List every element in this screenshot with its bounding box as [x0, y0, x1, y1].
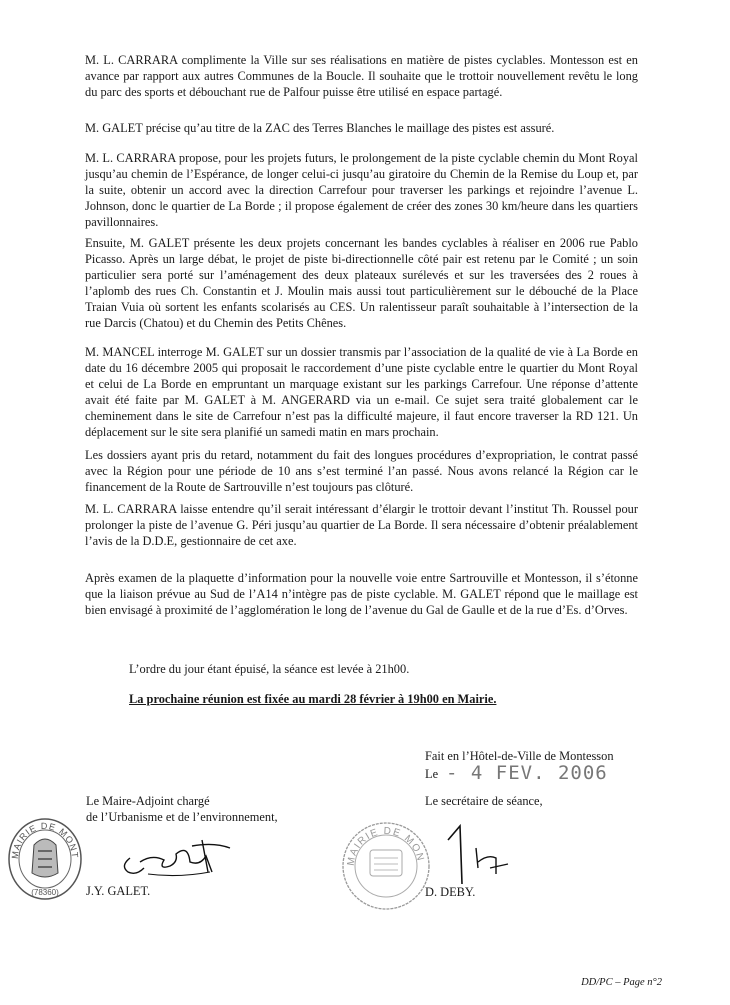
paragraph-a14-link: Après examen de la plaquette d’information pour la nouvelle voie entre Sartrouville et Montesson, il s’étonne que la liaison prévue au Sud de l’A14 n’intègre pas de piste cyclable. M. GALET répond que le maillage est bien envisagé à proximité de l’agglomération le long de l’avenue du Gal de Gaulle et de la rue d’Es. d’Orves. — [85, 571, 638, 617]
seal-text-right: MAIRIE DE MONTESSON — [335, 812, 426, 867]
place-line: Fait en l’Hôtel-de-Ville de Montesson — [425, 749, 614, 763]
seal-text-left: MAIRIE DE MONTESSON — [1, 807, 81, 860]
left-role-line1: Le Maire-Adjoint chargé — [86, 794, 210, 808]
municipal-seal-left — [1, 807, 84, 903]
paragraph-carrara-compliments: M. L. CARRARA complimente la Ville sur ses réalisations en matière de pistes cyclables. Montesson est en avance par rapport aux autres Communes de la Boucle. Il souhaite que le trottoir nouvellement revêtu le long du parc des sports et débouchant rue de Palfour puisse être utilisé en espace partagé. — [85, 53, 638, 99]
municipal-seal-right — [335, 812, 432, 912]
date-stamp: - 4 FEV. 2006 — [446, 762, 608, 784]
paragraph-carrara-sidewalk: M. L. CARRARA laisse entendre qu’il serait intéressant d’élargir le trottoir devant l’institut Th. Roussel pour prolonger la piste de l’avenue G. Péri jusqu’au quartier de La Borde. Il sera nécessaire d’obtenir préalablement l’avis de la D.D.E, gestionnaire de cet axe. — [85, 502, 638, 548]
left-signatory-name: J.Y. GALET. — [86, 884, 151, 898]
paragraph-galet-projects: Ensuite, M. GALET présente les deux projets concernant les bandes cyclables à réaliser en 2006 rue Pablo Picasso. Après un large débat, le projet de piste bi-directionnelle côté pair est retenu par le Comité ; un soin particulier sera porté sur l’aménagement des deux plateaux surélevés et sur les traversées des 2 roues à l’aplomb des rues Ch. Constantin et J. Moulin mais aussi tout particulièrement sur le débouché de la Place Traian Vuia où sortent les enfants scolarisés au CES. Un ralentisseur paraît souhaitable à l’intersection de la rue Darcis (Chatou) et du Chemin des Petits Chênes. — [85, 236, 638, 330]
page-footer: DD/PC – Page n°2 — [581, 977, 662, 988]
closing-line: L’ordre du jour étant épuisé, la séance est levée à 21h00. — [129, 662, 410, 676]
paragraph-carrara-proposal: M. L. CARRARA propose, pour les projets futurs, le prolongement de la piste cyclable chemin du Mont Royal jusqu’au chemin de l’Espérance, de longer celui-ci jusqu’au giratoire du Chemin de la Remise du Loup et, par la suite, obtenir un accord avec la direction Carrefour pour traverser les parkings et rejoindre l’avenue L. Johnson, donc le quartier de La Borde ; il propose également de créer des zones 30 km/heure dans les quartiers pavillonnaires. — [85, 151, 638, 229]
right-signatory-name: D. DEBY. — [425, 885, 476, 899]
paragraph-delays-region: Les dossiers ayant pris du retard, notamment du fait des longues procédures d’expropriation, le contrat passé avec la Région pour une période de 10 ans s’est terminé l’an passé. Nous avons relancé la Région car le financement de la Route de Sartrouville n’est toujours pas clôturé. — [85, 448, 638, 494]
signature-deby — [420, 818, 520, 888]
paragraph-galet-zac: M. GALET précise qu’au titre de la ZAC des Terres Blanches le maillage des pistes est assuré. — [85, 121, 555, 135]
paragraph-mancel-question: M. MANCEL interroge M. GALET sur un dossier transmis par l’association de la qualité de vie à La Borde en date du 16 décembre 2005 qui proposait le raccordement d’une piste cyclable entre le quartier du Mont Royal et celui de La Borde en empruntant un marquage existant sur les parkings Carrefour. Une réponse d’attente avait été faite par M. GALET à M. ANGERARD via un e-mail. Ce sujet sera traité globalement car le cheminement dans le site de Carrefour n’est pas la difficulté majeure, il faut encore traverser la RD 121. Un déplacement sur le site sera planifié un samedi matin en mars prochain. — [85, 345, 638, 439]
date-prefix: Le — [425, 767, 439, 781]
next-meeting-line: La prochaine réunion est fixée au mardi 28 février à 19h00 en Mairie. — [129, 692, 497, 706]
left-role-line2: de l’Urbanisme et de l’environnement, — [86, 810, 278, 824]
seal-code-left: (78360) — [31, 888, 59, 897]
signature-galet — [118, 832, 238, 880]
right-role: Le secrétaire de séance, — [425, 794, 543, 808]
